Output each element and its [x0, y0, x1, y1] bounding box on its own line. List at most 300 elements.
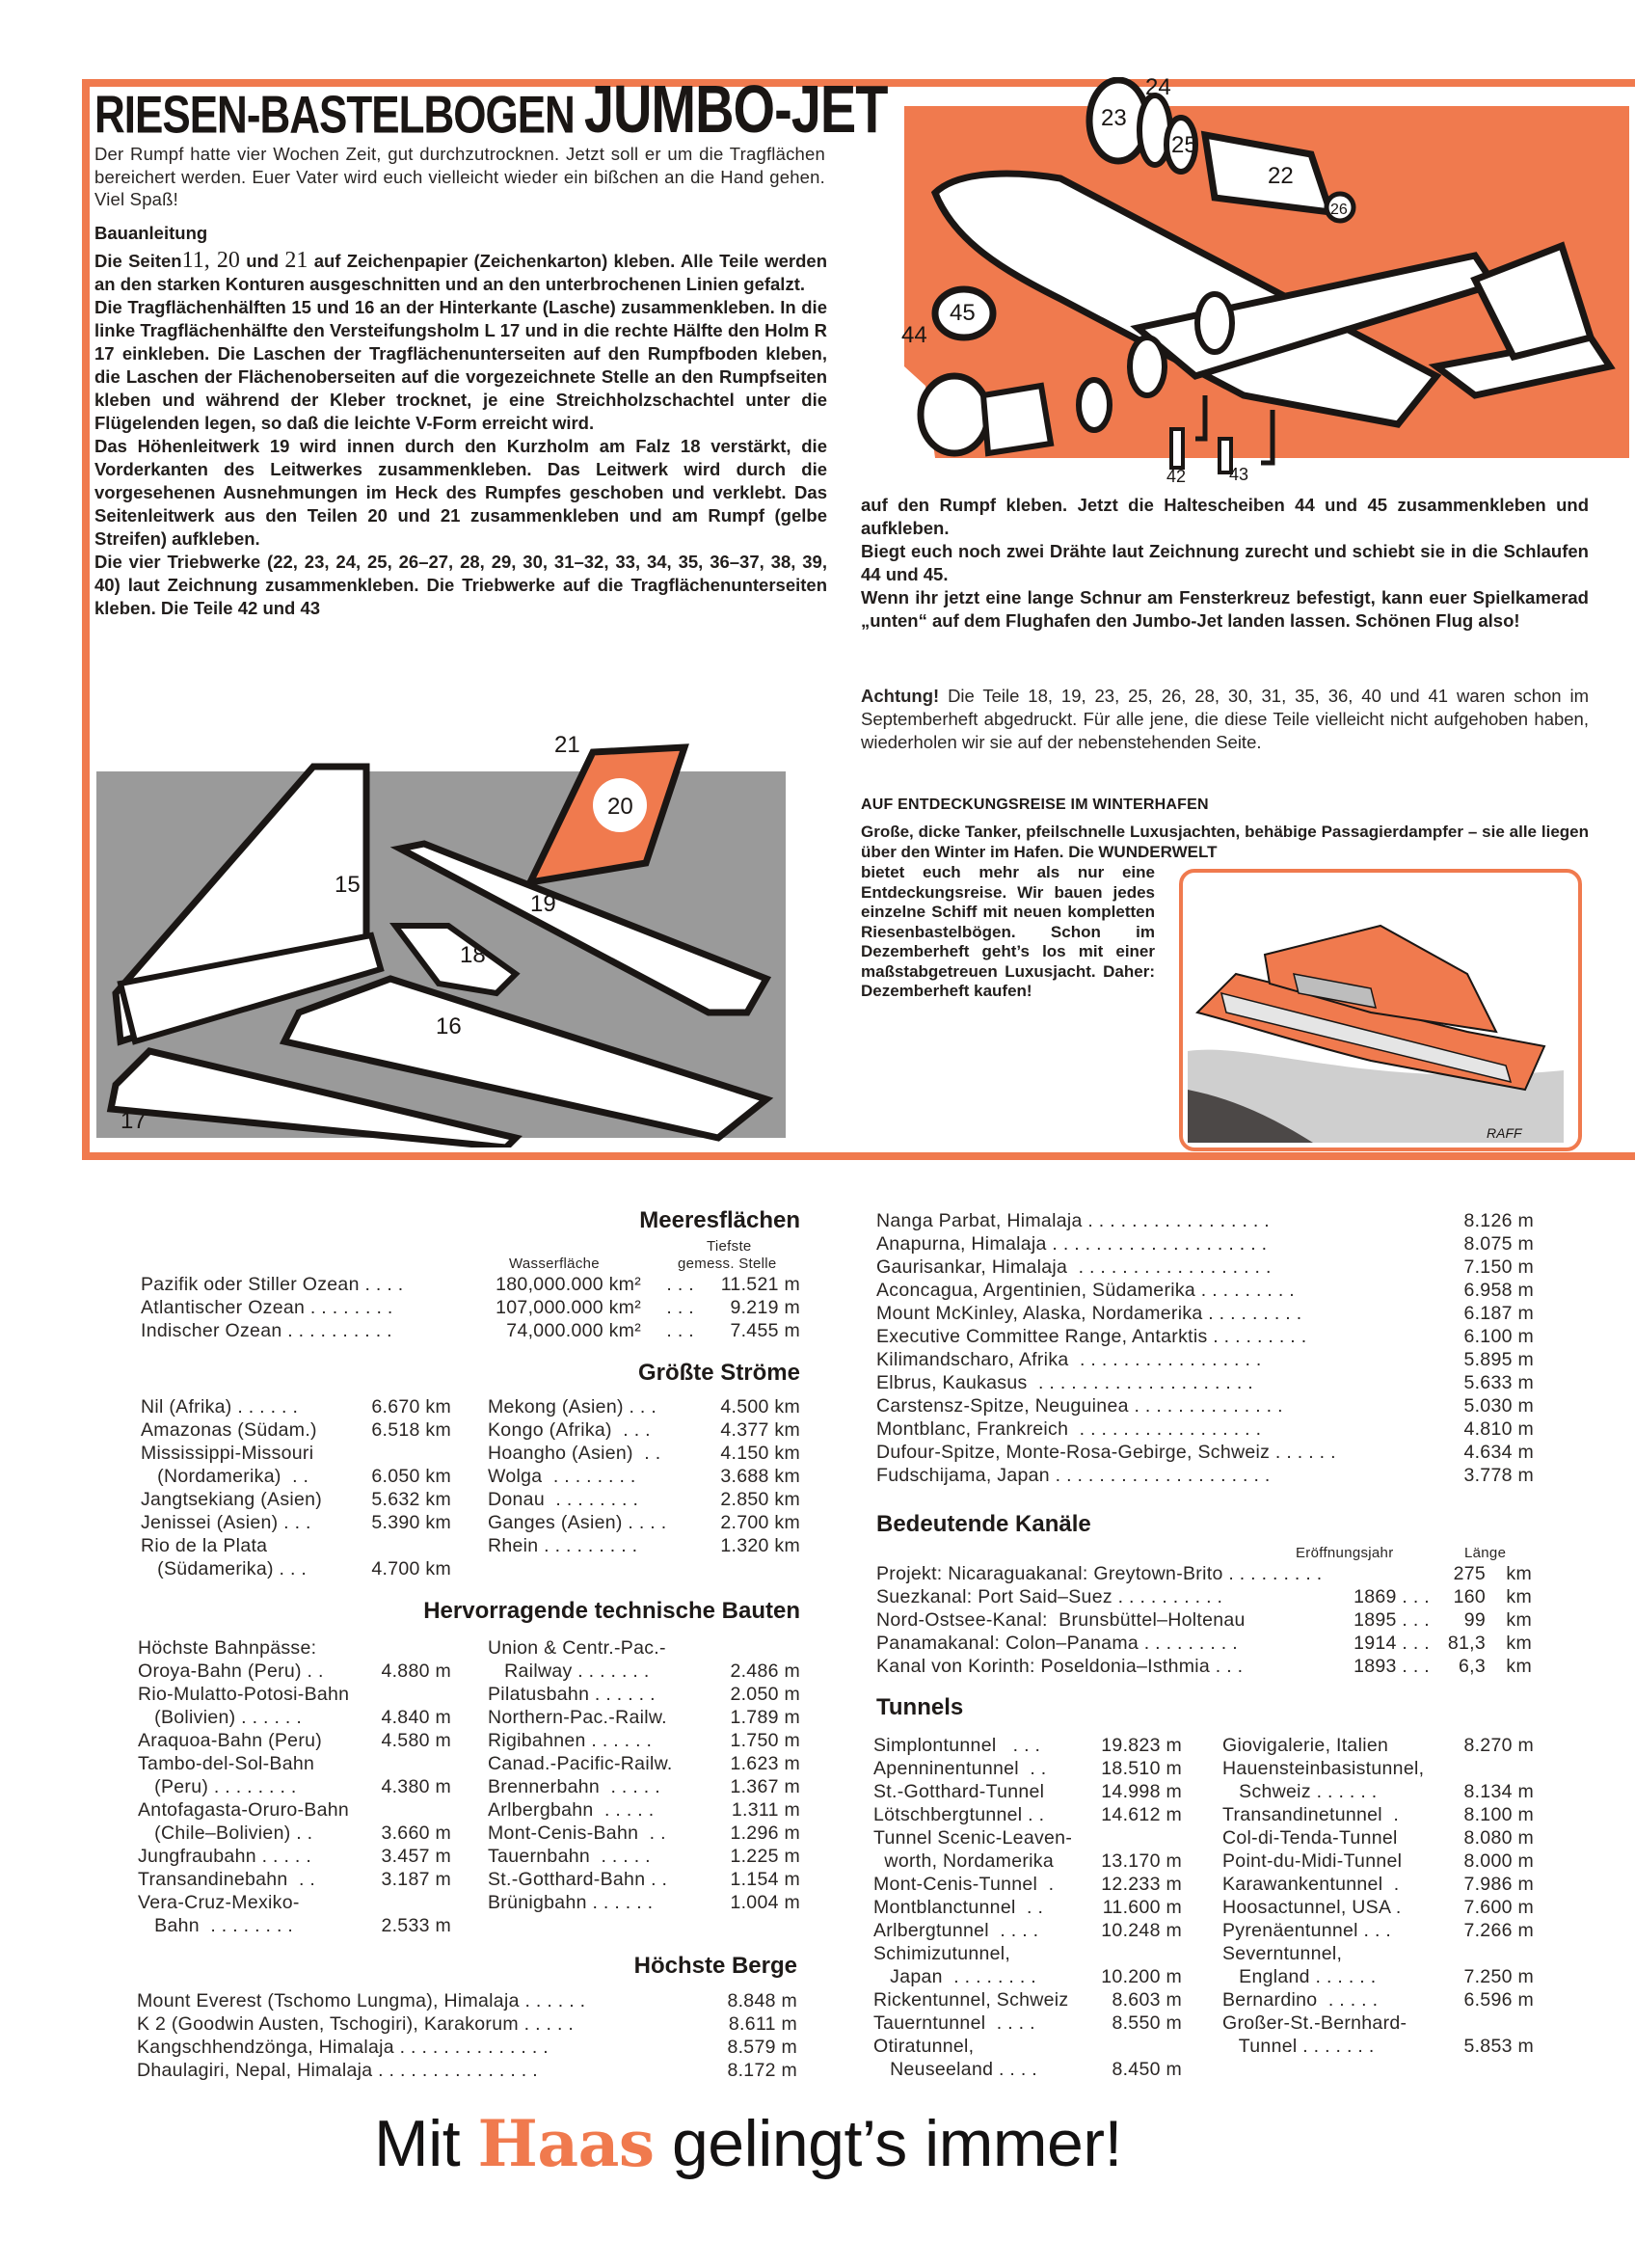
- railway-row-label: Rio-Mulatto-Potosi-Bahn: [138, 1684, 350, 1705]
- canal-name: Panamakanal: Colon–Panama . . . . . . . . .: [876, 1633, 1238, 1654]
- river-row: [141, 1418, 451, 1442]
- tunnel-row-value: 8.000 m: [1463, 1850, 1534, 1872]
- bau-paragraph-1: [94, 249, 827, 296]
- river-row-value: 6.670 km: [371, 1396, 451, 1418]
- tunnel-row-value: 8.603 m: [1112, 1989, 1182, 2011]
- river-row-label: (Südamerika) . . .: [141, 1558, 308, 1580]
- railway-row: [488, 1868, 800, 1891]
- mountain-row-value: 5.030 m: [1463, 1395, 1534, 1417]
- mountain-row: [137, 1989, 797, 2012]
- label-26: 26: [1330, 202, 1348, 218]
- river-row: [141, 1395, 451, 1418]
- tunnel-row-value: 19.823 m: [1101, 1735, 1182, 1756]
- mountain-row: [876, 1209, 1534, 1232]
- railway-row-label: Jungfraubahn . . . . .: [138, 1846, 312, 1867]
- mountain-row-label: Montblanc, Frankreich . . . . . . . . . . . . . . . . .: [876, 1418, 1262, 1440]
- mountain-row-label: Kilimandscharo, Afrika . . . . . . . . . . . . . . . . .: [876, 1349, 1262, 1370]
- mountain-row-label: Nanga Parbat, Himalaja . . . . . . . . . . . . . . . . .: [876, 1210, 1271, 1231]
- railway-row: [138, 1775, 451, 1798]
- instructions-continued: [861, 494, 1589, 633]
- railway-row-label: Rigibahnen . . . . . .: [488, 1730, 653, 1751]
- tunnel-row-value: 8.080 m: [1463, 1827, 1534, 1849]
- river-row: [141, 1488, 451, 1511]
- mountain-row: [876, 1394, 1534, 1418]
- railway-row-label: Tambo-del-Sol-Bahn: [138, 1753, 315, 1774]
- river-row-value: 4.150 km: [720, 1443, 800, 1464]
- bauanleitung-heading: Bauanleitung: [94, 223, 208, 243]
- mountain-row: [137, 2036, 797, 2059]
- river-row-label: Hoangho (Asien) . .: [488, 1443, 661, 1464]
- railway-row: [488, 1775, 800, 1798]
- ocean-row: [141, 1273, 800, 1296]
- tunnel-row-value: 13.170 m: [1101, 1850, 1182, 1872]
- river-row-label: Mekong (Asien) . . .: [488, 1396, 657, 1418]
- slogan-post: gelingt’s immer!: [654, 2107, 1122, 2180]
- tunnel-row-value: 8.550 m: [1112, 2012, 1182, 2034]
- bauanleitung-body: [94, 249, 827, 620]
- mountain-row: [876, 1256, 1534, 1279]
- canal-row: [876, 1655, 1532, 1678]
- railway-row-value: 1.750 m: [730, 1730, 800, 1751]
- river-row: [141, 1511, 451, 1534]
- tunnel-row-label: Transandinetunnel .: [1222, 1804, 1400, 1825]
- tunnel-row: [1222, 1919, 1534, 1942]
- mountain-row-value: 8.172 m: [727, 2060, 797, 2081]
- col-header-eroeffnungsjahr: Eröffnungsjahr: [1296, 1545, 1394, 1561]
- mountain-row-label: Aconcagua, Argentinien, Südamerika . . . . . . . . .: [876, 1280, 1295, 1301]
- col-header-tiefste: Tiefste: [707, 1238, 752, 1255]
- river-row: [488, 1465, 800, 1488]
- label-25: 25: [1171, 132, 1197, 158]
- river-row-label: Wolga . . . . . . . .: [488, 1466, 636, 1487]
- label-22: 22: [1268, 163, 1294, 189]
- canal-unit: km: [1506, 1586, 1532, 1607]
- canal-name: Nord-Ostsee-Kanal: Brunsbüttel–Holtenau: [876, 1609, 1246, 1631]
- river-row-value: 3.688 km: [720, 1466, 800, 1487]
- tunnel-row-value: 8.450 m: [1112, 2059, 1182, 2080]
- railway-row-label: Brünigbahn . . . . . .: [488, 1892, 654, 1913]
- label-20: 20: [607, 794, 633, 820]
- railway-row-label: Canad.-Pacific-Railw.: [488, 1753, 673, 1774]
- tunnel-row-label: Arlbergtunnel . . . .: [873, 1920, 1039, 1941]
- railway-row-value: 2.050 m: [730, 1684, 800, 1705]
- railway-row: [138, 1683, 451, 1706]
- mountain-row-label: Fudschijama, Japan . . . . . . . . . . . . . . . . . . . .: [876, 1465, 1271, 1486]
- bau-p1-c: auf Zeichenpapier (Zeichenkarton) kleben. Alle Teile werden an den starken Konturen ausgeschnitten und an den unterbrochenen Linien gefalzt.: [94, 251, 828, 294]
- tunnel-row: [873, 1965, 1182, 1988]
- railway-row-label: Brennerbahn . . . . .: [488, 1776, 660, 1797]
- title-jumbo-jet: JUMBO-JET: [583, 70, 888, 147]
- label-18: 18: [460, 942, 486, 968]
- canal-row: [876, 1585, 1532, 1608]
- tunnel-row: [873, 1896, 1182, 1919]
- railway-row-label: Railway . . . . . . .: [488, 1660, 650, 1682]
- tunnel-row-value: 10.248 m: [1101, 1920, 1182, 1941]
- river-row-value: 2.850 km: [720, 1489, 800, 1510]
- label-15: 15: [335, 872, 361, 898]
- tunnel-row-value: 14.612 m: [1101, 1804, 1182, 1825]
- mountain-row-value: 6.958 m: [1463, 1280, 1534, 1301]
- bau-p1-pages: 11, 20: [181, 248, 240, 273]
- ocean-sep: . . .: [666, 1297, 694, 1318]
- winterhafen-heading: AUF ENTDECKUNGSREISE IM WINTERHAFEN: [861, 796, 1209, 813]
- tunnel-row: [1222, 1942, 1534, 1965]
- meeresflaechen-heading: Meeresflächen: [639, 1207, 800, 1233]
- tunnel-row-value: 8.270 m: [1463, 1735, 1534, 1756]
- mountain-row: [876, 1441, 1534, 1464]
- railway-row-value: 3.187 m: [381, 1869, 451, 1890]
- railway-row-value: 1.296 m: [730, 1822, 800, 1844]
- slogan-pre: Mit: [374, 2107, 478, 2180]
- tunnel-row-label: Hoosactunnel, USA .: [1222, 1897, 1402, 1918]
- canal-year: 1893 . . .: [1354, 1656, 1430, 1677]
- railway-row-label: Antofagasta-Oruro-Bahn: [138, 1799, 350, 1821]
- river-row: [488, 1442, 800, 1465]
- tunnel-row: [1222, 1850, 1534, 1873]
- ocean-depth: 7.455 m: [730, 1320, 800, 1341]
- mountain-row: [876, 1418, 1534, 1441]
- railway-row: [138, 1660, 451, 1683]
- label-24: 24: [1145, 77, 1171, 100]
- railway-row: [488, 1798, 800, 1822]
- railway-row: [138, 1729, 451, 1752]
- tunnel-row-value: 7.250 m: [1463, 1966, 1534, 1987]
- title-riesen-bastelbogen: RIESEN-BASTELBOGEN: [94, 85, 575, 145]
- tunnel-row-label: Tauerntunnel . . . .: [873, 2012, 1035, 2034]
- railway-row-value: 2.533 m: [381, 1915, 451, 1936]
- mountain-row-label: Kangschhendzönga, Himalaja . . . . . . . . . . . . . .: [137, 2037, 549, 2058]
- mountain-row-value: 8.075 m: [1463, 1233, 1534, 1255]
- tunnel-row: [1222, 1780, 1534, 1803]
- river-row: [488, 1488, 800, 1511]
- mountain-row-label: Mount Everest (Tschomo Lungma), Himalaja . . . . . .: [137, 1990, 586, 2012]
- railway-row-value: 1.225 m: [730, 1846, 800, 1867]
- tunnel-row: [1222, 1803, 1534, 1826]
- bau-paragraph-2: Die Tragflächenhälften 15 und 16 an der Hinterkante (Lasche) zusammenkleben. In die linke Tragflächenhälfte den Versteifungsholm L 17 und in die rechte Hälfte den Holm R 17 einkleben. Die Laschen der Tragflächenunterseiten auf den Rumpfboden kleben, die Laschen der Flächenoberseiten auf die vorgezeichnete Stelle an den Rumpfseiten kleben und während der Kleber trocknet, je eine Streichholzschachtel unter die Flügelenden legen, so daß die leichte V-Form erreicht wird.: [94, 297, 827, 433]
- tunnel-row: [873, 1803, 1182, 1826]
- label-43: 43: [1229, 465, 1249, 482]
- river-row-label: Kongo (Afrika) . . .: [488, 1419, 651, 1441]
- canal-row: [876, 1632, 1532, 1655]
- railway-row-value: 4.880 m: [381, 1660, 451, 1682]
- jumbo-jet-assembly-illustration: [897, 77, 1635, 482]
- railway-row-value: 2.486 m: [730, 1660, 800, 1682]
- railway-row-label: Bahn . . . . . . . .: [138, 1915, 294, 1936]
- river-row-value: 5.632 km: [371, 1489, 451, 1510]
- railway-row-label: Pilatusbahn . . . . . .: [488, 1684, 656, 1705]
- bau-paragraph-3: Das Höhenleitwerk 19 wird innen durch den Kurzholm am Falz 18 verstärkt, die Vorderkanten des Leitwerkes zusammenkleben. Das Leitwerk wird durch die vorgesehenen Ausnehmungen im Heck des Rumpfes geschoben und verklebt. Das Seitenleitwerk aus den Teilen 20 und 21 zusammenkleben und am Rumpf (gelbe Streifen) aufkleben.: [94, 436, 827, 549]
- screw-42: [1171, 429, 1183, 468]
- tunnel-row: [1222, 2035, 1534, 2058]
- railway-row: [488, 1845, 800, 1868]
- winterhafen-text-2: bietet euch mehr als nur eine Entdeckungsreise. Wir bauen jedes einzelne Schiff mit neuen kompletten Riesenbastelbögen. Schon im Dezemberheft geht’s los mit einer maßstabgetreuen Luxusjacht. Daher: Dezemberheft kaufen!: [861, 863, 1155, 1000]
- tunnel-row-label: Giovigalerie, Italien: [1222, 1735, 1389, 1756]
- railway-row-value: 1.311 m: [731, 1799, 800, 1821]
- tunnel-row-label: Hauensteinbasistunnel,: [1222, 1758, 1425, 1779]
- tunnel-row: [873, 2012, 1182, 2035]
- railway-row-label: Araquoa-Bahn (Peru): [138, 1730, 323, 1751]
- canal-name: Kanal von Korinth: Poseldonia–Isthmia . . .: [876, 1656, 1244, 1677]
- berge-heading: Höchste Berge: [633, 1953, 797, 1979]
- achtung-label: Achtung!: [861, 686, 940, 706]
- mountain-row-value: 5.633 m: [1463, 1372, 1534, 1393]
- tunnel-row-label: Col-di-Tenda-Tunnel: [1222, 1827, 1398, 1849]
- railway-row-value: 4.380 m: [381, 1776, 451, 1797]
- railway-row: [138, 1752, 451, 1775]
- mountain-row-value: 8.611 m: [728, 2013, 797, 2035]
- tunnel-row-label: Otiratunnel,: [873, 2036, 975, 2057]
- tunnel-row-label: Pyrenäentunnel . . .: [1222, 1920, 1392, 1941]
- railway-row: [488, 1683, 800, 1706]
- mountain-row-value: 8.579 m: [727, 2037, 797, 2058]
- river-row: [488, 1418, 800, 1442]
- railway-row: [138, 1891, 451, 1914]
- col-header-gemess: gemess. Stelle: [678, 1256, 777, 1272]
- label-16: 16: [436, 1013, 462, 1040]
- tunnel-row: [873, 1873, 1182, 1896]
- ocean-row: [141, 1319, 800, 1342]
- artist-signature: RAFF: [1487, 1125, 1522, 1141]
- tunnel-row-label: Großer-St.-Bernhard-: [1222, 2012, 1407, 2034]
- tunnels-heading: Tunnels: [876, 1694, 964, 1720]
- tunnel-row-value: 12.233 m: [1101, 1874, 1182, 1895]
- canal-year: 1869 . . .: [1354, 1586, 1430, 1607]
- railway-row: [488, 1706, 800, 1729]
- luxury-yacht-illustration: [1178, 868, 1583, 1152]
- railway-row-value: 3.457 m: [381, 1846, 451, 1867]
- canal-length: 99: [1463, 1609, 1486, 1631]
- canal-row: [876, 1562, 1532, 1585]
- mountain-row-label: Mount McKinley, Alaska, Nordamerika . . . . . . . . .: [876, 1303, 1302, 1324]
- canal-length: 81,3: [1447, 1633, 1486, 1654]
- ocean-sep: . . .: [666, 1320, 694, 1341]
- mountain-row-value: 6.100 m: [1463, 1326, 1534, 1347]
- canal-name: Projekt: Nicaraguakanal: Greytown-Brito . . . . . . . . .: [876, 1563, 1323, 1584]
- ocean-area: 107,000.000 km²: [496, 1297, 641, 1318]
- tunnel-row-value: 10.200 m: [1101, 1966, 1182, 1987]
- tunnel-row: [1222, 1965, 1534, 1988]
- river-row-value: 1.320 km: [720, 1535, 800, 1556]
- tunnel-row-value: 7.986 m: [1463, 1874, 1534, 1895]
- tunnel-row: [1222, 1757, 1534, 1780]
- right-paragraph-3: Wenn ihr jetzt eine lange Schnur am Fensterkreuz befestigt, kann euer Spielkamerad „unten“ auf dem Flughafen den Jumbo-Jet landen lassen. Schönen Flug also!: [861, 587, 1589, 631]
- canal-length: 275: [1453, 1563, 1486, 1584]
- article-title: [94, 70, 888, 148]
- mountain-row-label: K 2 (Goodwin Austen, Tschogiri), Karakorum . . . . .: [137, 2013, 575, 2035]
- engine-3: [1079, 380, 1110, 430]
- tunnel-row-value: 7.266 m: [1463, 1920, 1534, 1941]
- railway-row-label: Arlbergbahn . . . . .: [488, 1799, 655, 1821]
- bau-p1-page21: 21: [284, 248, 308, 273]
- engine-intake-illustration: [921, 376, 988, 453]
- mountain-row-label: Gaurisankar, Himalaja . . . . . . . . . . . . . . . . . .: [876, 1256, 1272, 1278]
- mountain-row: [876, 1371, 1534, 1394]
- railway-row-label: Oroya-Bahn (Peru) . .: [138, 1660, 324, 1682]
- ocean-depth: 11.521 m: [720, 1274, 800, 1295]
- railway-row: [138, 1914, 451, 1937]
- haas-slogan: [374, 2106, 1122, 2181]
- river-row-value: 5.390 km: [371, 1512, 451, 1533]
- label-42: 42: [1166, 467, 1187, 482]
- mountain-row: [876, 1302, 1534, 1325]
- river-row: [141, 1442, 451, 1465]
- haas-brand-logo: Haas: [477, 2106, 655, 2181]
- tunnel-row-label: England . . . . . .: [1222, 1966, 1377, 1987]
- tunnel-row-label: Simplontunnel . . .: [873, 1735, 1041, 1756]
- mountain-row-label: Dufour-Spitze, Monte-Rosa-Gebirge, Schweiz . . . . . .: [876, 1442, 1336, 1463]
- label-19: 19: [530, 891, 556, 917]
- mountain-row-value: 5.895 m: [1463, 1349, 1534, 1370]
- railway-row-label: Vera-Cruz-Mexiko-: [138, 1892, 300, 1913]
- river-row-label: Amazonas (Südam.): [141, 1419, 317, 1441]
- tunnel-row: [873, 1826, 1182, 1850]
- tunnel-row: [1222, 1826, 1534, 1850]
- railway-row: [488, 1636, 800, 1660]
- river-row-value: 6.050 km: [371, 1466, 451, 1487]
- bau-paragraph-4: Die vier Triebwerke (22, 23, 24, 25, 26–27, 28, 29, 30, 31–32, 33, 34, 35, 36–37, 38, 39, 40) laut Zeichnung zusammenkleben. Die Triebwerke auf die Tragflächenunterseiten kleben. Die Teile 42 und 43: [94, 552, 827, 618]
- mountain-row-value: 4.634 m: [1463, 1442, 1534, 1463]
- intro-paragraph: Der Rumpf hatte vier Wochen Zeit, gut durchzutrocknen. Jetzt soll er um die Tragflächen bereichert werden. Euer Vater wird euch vielleicht wieder ein bißchen an die Hand gehen. Viel Spaß!: [94, 144, 825, 209]
- tunnel-row: [873, 2058, 1182, 2081]
- label-21: 21: [554, 733, 580, 758]
- river-row-value: 6.518 km: [371, 1419, 451, 1441]
- mountain-row: [876, 1325, 1534, 1348]
- tunnel-row-label: Apenninentunnel . .: [873, 1758, 1047, 1779]
- mountain-row-label: Carstensz-Spitze, Neuguinea . . . . . . . . . . . . . .: [876, 1395, 1283, 1417]
- canal-length: 160: [1453, 1586, 1486, 1607]
- mountain-row-value: 6.187 m: [1463, 1303, 1534, 1324]
- tunnel-row-label: St.-Gotthard-Tunnel: [873, 1781, 1045, 1802]
- railway-row-value: 4.580 m: [381, 1730, 451, 1751]
- mountain-row: [876, 1232, 1534, 1256]
- mountain-row: [137, 2012, 797, 2036]
- ocean-area: 74,000.000 km²: [506, 1320, 641, 1341]
- railway-row-value: 4.840 m: [381, 1707, 451, 1728]
- tunnel-row-label: Point-du-Midi-Tunnel: [1222, 1850, 1403, 1872]
- river-row-label: Jangtsekiang (Asien): [141, 1489, 323, 1510]
- tunnel-row-label: worth, Nordamerika: [873, 1850, 1054, 1872]
- railway-row-label: Höchste Bahnpässe:: [138, 1637, 317, 1659]
- tunnel-row: [873, 1780, 1182, 1803]
- tunnel-row: [873, 1757, 1182, 1780]
- railway-row-label: (Chile–Bolivien) . .: [138, 1822, 313, 1844]
- frame-border-bottom: [82, 1152, 1635, 1160]
- canal-unit: km: [1506, 1633, 1532, 1654]
- railway-row-label: Union & Centr.-Pac.-: [488, 1637, 666, 1659]
- tunnel-row: [1222, 1873, 1534, 1896]
- canal-length: 6,3: [1458, 1656, 1486, 1677]
- tunnel-row-label: Japan . . . . . . . .: [873, 1966, 1036, 1987]
- tunnel-row-value: 11.600 m: [1102, 1897, 1182, 1918]
- railway-row-value: 1.367 m: [730, 1776, 800, 1797]
- mountain-row: [876, 1279, 1534, 1302]
- mountain-row-value: 3.778 m: [1463, 1465, 1534, 1486]
- railway-row-value: 1.789 m: [730, 1707, 800, 1728]
- ocean-depth: 9.219 m: [730, 1297, 800, 1318]
- river-row-value: 4.500 km: [720, 1396, 800, 1418]
- tunnel-row-label: Severntunnel,: [1222, 1943, 1343, 1964]
- tunnel-row-label: Schimizutunnel,: [873, 1943, 1011, 1964]
- tunnel-row-label: Montblanctunnel . .: [873, 1897, 1044, 1918]
- tunnel-row-value: 8.134 m: [1463, 1781, 1534, 1802]
- railway-row: [138, 1798, 451, 1822]
- railway-row: [488, 1729, 800, 1752]
- engine-2: [1130, 338, 1165, 395]
- ocean-area: 180,000.000 km²: [496, 1274, 641, 1295]
- bau-p1-b: und: [239, 251, 285, 271]
- ocean-row: [141, 1296, 800, 1319]
- tunnel-row-label: Mont-Cenis-Tunnel .: [873, 1874, 1055, 1895]
- canal-year: 1895 . . .: [1354, 1609, 1430, 1631]
- mountain-row: [876, 1464, 1534, 1487]
- tunnel-row-value: 7.600 m: [1463, 1897, 1534, 1918]
- river-row: [141, 1557, 451, 1580]
- stroeme-heading: Größte Ströme: [637, 1360, 800, 1386]
- tunnel-row: [873, 1850, 1182, 1873]
- tunnel-row: [1222, 1896, 1534, 1919]
- tunnel-row-label: Neuseeland . . . .: [873, 2059, 1037, 2080]
- tunnel-row-label: Rickentunnel, Schweiz: [873, 1989, 1069, 2011]
- tunnel-row: [873, 1919, 1182, 1942]
- mountain-row-label: Executive Committee Range, Antarktis . . . . . . . . .: [876, 1326, 1307, 1347]
- tunnel-row: [873, 2035, 1182, 2058]
- tunnel-row-value: 8.100 m: [1463, 1804, 1534, 1825]
- mountain-row-label: Anapurna, Himalaja . . . . . . . . . . . . . . . . . . . .: [876, 1233, 1268, 1255]
- river-row: [141, 1534, 451, 1557]
- tunnel-row-value: 14.998 m: [1101, 1781, 1182, 1802]
- wing-parts-illustration: [92, 733, 791, 1148]
- tunnel-row-value: 6.596 m: [1463, 1989, 1534, 2011]
- tunnel-row-label: Schweiz . . . . . .: [1222, 1781, 1378, 1802]
- river-row: [488, 1395, 800, 1418]
- label-44: 44: [901, 322, 927, 348]
- canal-year: 1914 . . .: [1354, 1633, 1430, 1654]
- tunnel-row: [873, 1988, 1182, 2012]
- right-paragraph-1: auf den Rumpf kleben. Jetzt die Haltescheiben 44 und 45 zusammenkleben und aufkleben.: [861, 495, 1589, 538]
- railway-row-label: (Bolivien) . . . . . .: [138, 1707, 303, 1728]
- river-row-label: Rio de la Plata: [141, 1535, 268, 1556]
- mountain-row-value: 8.848 m: [727, 1990, 797, 2012]
- canal-name: Suezkanal: Port Said–Suez . . . . . . . . . .: [876, 1586, 1223, 1607]
- tunnel-row: [1222, 1734, 1534, 1757]
- engine-body-illustration: [983, 386, 1051, 453]
- river-row-label: Donau . . . . . . . .: [488, 1489, 639, 1510]
- label-45: 45: [950, 300, 976, 326]
- mountain-row-value: 7.150 m: [1463, 1256, 1534, 1278]
- river-row-label: Jenissei (Asien) . . .: [141, 1512, 311, 1533]
- tunnel-row-label: Karawankentunnel .: [1222, 1874, 1400, 1895]
- river-row: [488, 1511, 800, 1534]
- railway-row: [488, 1891, 800, 1914]
- river-row: [488, 1534, 800, 1557]
- railway-row: [488, 1752, 800, 1775]
- mountain-row: [137, 2059, 797, 2082]
- mountain-row: [876, 1348, 1534, 1371]
- canal-unit: km: [1506, 1656, 1532, 1677]
- ocean-name: Atlantischer Ozean . . . . . . . .: [141, 1297, 393, 1318]
- mountain-row-value: 8.126 m: [1463, 1210, 1534, 1231]
- river-row-value: 4.377 km: [720, 1419, 800, 1441]
- tunnel-row: [1222, 1988, 1534, 2012]
- railway-row-label: Tauernbahn . . . . .: [488, 1846, 651, 1867]
- canal-row: [876, 1608, 1532, 1632]
- bau-p1-a: Die Seiten: [94, 251, 182, 271]
- tunnel-row-label: Bernardino . . . . .: [1222, 1989, 1379, 2011]
- tunnel-row: [1222, 2012, 1534, 2035]
- railway-row: [138, 1868, 451, 1891]
- river-row-value: 4.700 km: [371, 1558, 451, 1580]
- achtung-note: [861, 685, 1589, 754]
